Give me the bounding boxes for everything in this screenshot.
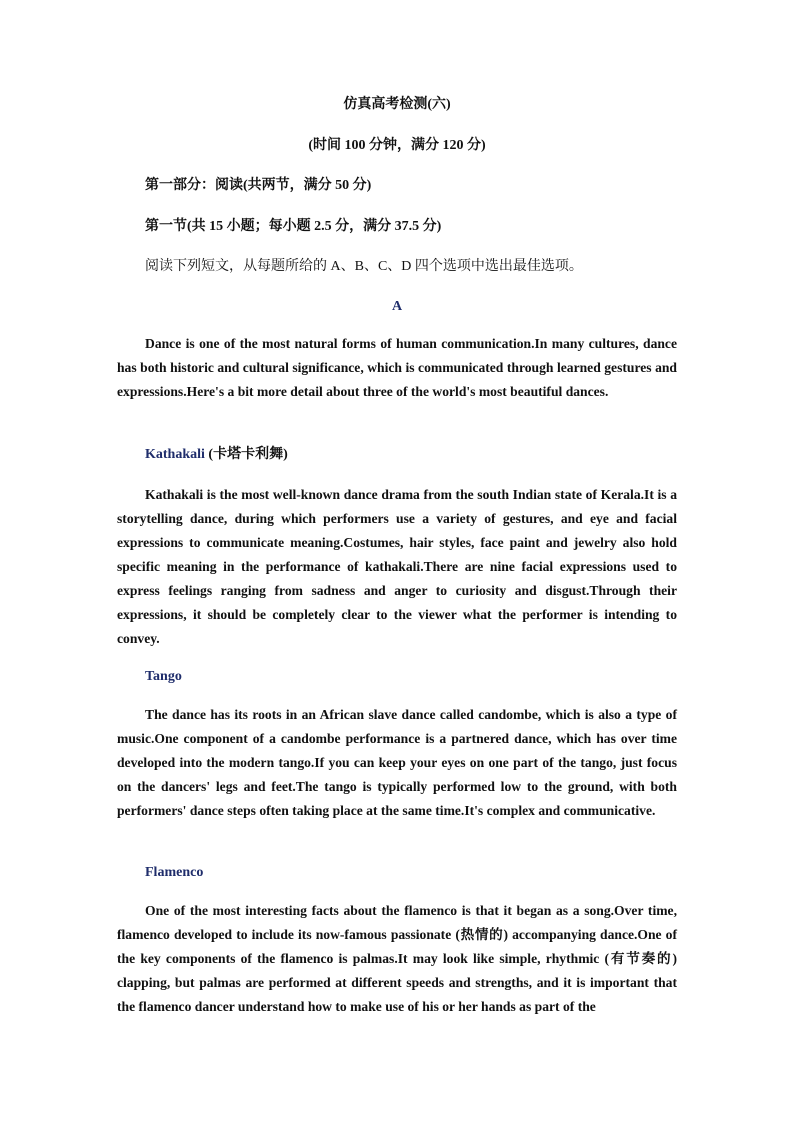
heading-tango-text: Tango <box>145 669 182 684</box>
instructions: 阅读下列短文，从每题所给的 A、B、C、D 四个选项中选出最佳选项。 <box>145 259 583 274</box>
section-title: 第一节(共 15 小题；每小题 2.5 分，满分 37.5 分) <box>145 219 442 234</box>
heading-kathakali <box>145 446 288 464</box>
exam-title: 仿真高考检测(六) <box>343 97 451 112</box>
passage-letter: A <box>391 299 403 314</box>
heading-flamenco <box>145 864 203 882</box>
heading-flamenco-text: Flamenco <box>145 865 204 880</box>
tango-paragraph: The dance has its roots in an African slave dance called candombe, which is also a type of music.One component of a candombe performance is a partnered dance, which has over time developed into the modern tango.If you can keep your eyes on one part of the tango, just focus on the dancers' legs and feet.The tango is typically performed low to the ground, with both performers' dance steps often taking place at the same time.It's complex and communicative. <box>117 707 677 818</box>
heading-kathakali-gloss: (卡塔卡利舞) <box>204 447 288 462</box>
part-title: 第一部分：阅读(共两节，满分 50 分) <box>145 178 372 193</box>
exam-subtitle: (时间 100 分钟，满分 120 分) <box>308 138 486 153</box>
heading-kathakali-text: Kathakali <box>145 447 205 462</box>
intro-paragraph: Dance is one of the most natural forms of human communication.In many cultures, dance has both historic and cultural significance, which is communicated through learned gestures and expressions.Here's a bit more detail about three of the world's most beautiful dances. <box>117 336 677 399</box>
heading-tango <box>145 668 182 686</box>
flamenco-paragraph: One of the most interesting facts about the flamenco is that it began as a song.Over time, flamenco developed to include its now-famous passionate (热情的) accompanying dance.One of the key components of the flamenco is palmas.It may look like simple, rhythmic (有节奏的) clapping, but palmas are performed at different speeds and strengths, and it is important that the flamenco dancer understand how to make use of his or her hands as part of the <box>117 903 677 1014</box>
kathakali-paragraph: Kathakali is the most well-known dance drama from the south Indian state of Kerala.It is a storytelling dance, during which performers use a variety of gestures, and eye and facial expressions to communicate meaning.Costumes, hair styles, face paint and jewelry also hold specific meaning in the performance of kathakali.There are nine facial expressions used to express feelings ranging from sadness and anger to curiosity and disgust.Through their expressions, it should be completely clear to the viewer what the performer is intending to convey. <box>117 487 677 646</box>
